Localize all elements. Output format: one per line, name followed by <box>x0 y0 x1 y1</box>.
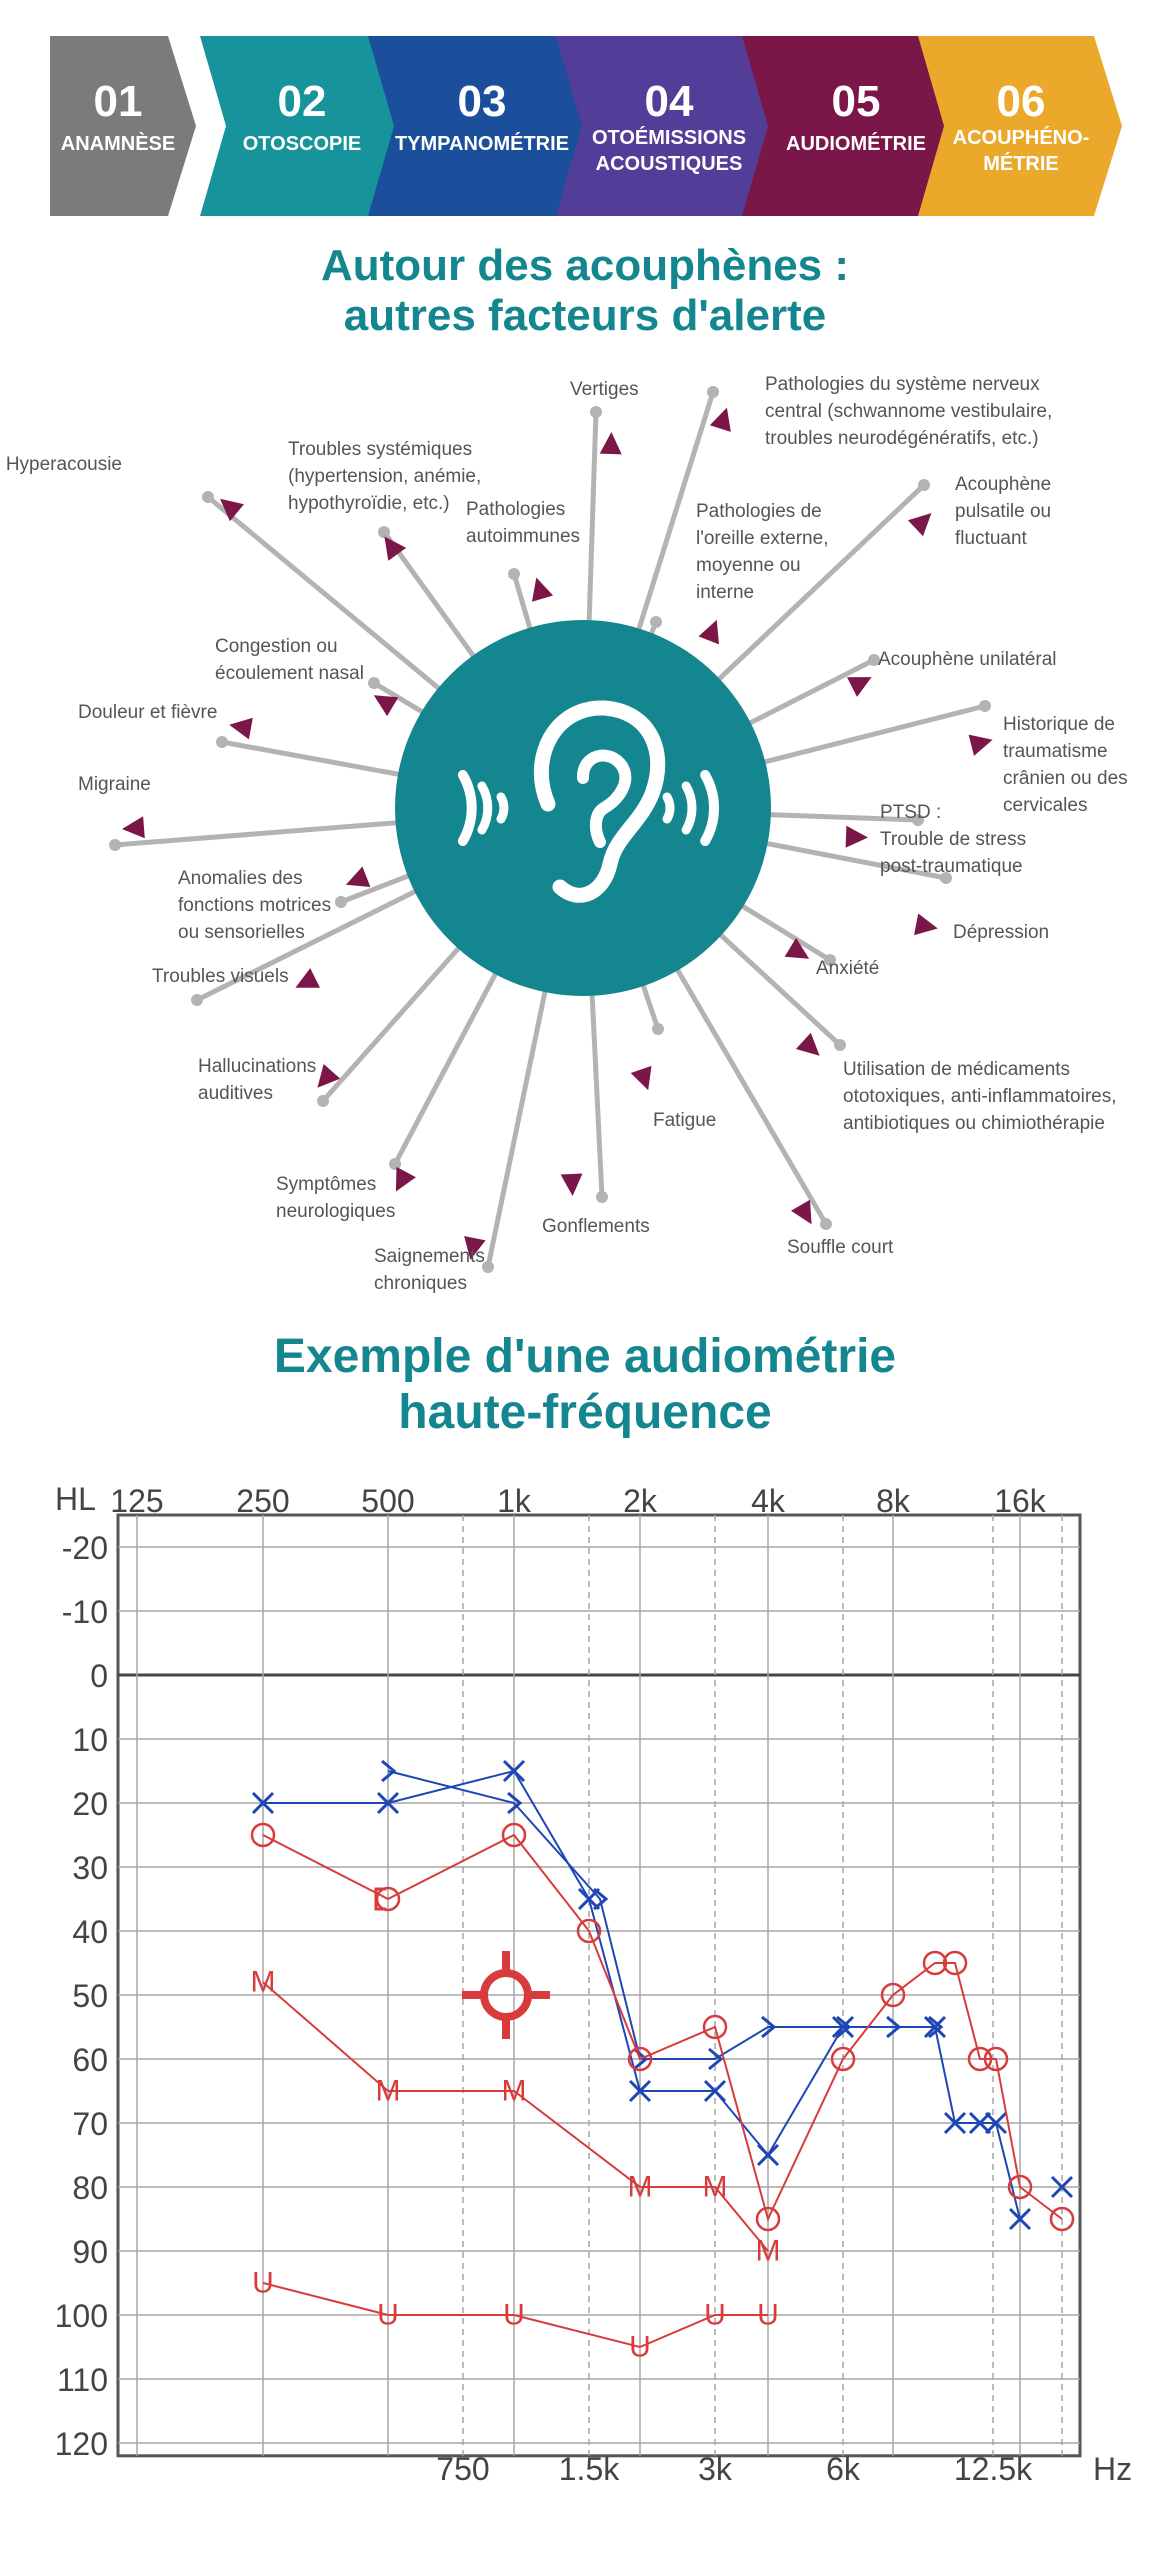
factor-label-line: neurologiques <box>276 1201 396 1222</box>
mcl-point: M <box>375 2074 401 2108</box>
factor-label-line: Utilisation de médicaments <box>843 1059 1071 1080</box>
y-tick-label: 60 <box>72 2042 108 2078</box>
step-2-number: 02 <box>277 77 327 126</box>
factor-label-line: Anxiété <box>816 958 880 979</box>
x-top-tick-label: 250 <box>236 1483 290 1519</box>
factor-label-line: Souffle court <box>787 1237 894 1258</box>
factor-label-line: Acouphène unilatéral <box>878 649 1057 670</box>
step-1-label: ANAMNÈSE <box>60 133 176 155</box>
mcl-point: M <box>627 2170 653 2204</box>
factor-label-line: Trouble de stress <box>880 829 1027 850</box>
factor-label-line: (hypertension, anémie, <box>288 466 482 487</box>
factor-label-line: Pathologies du système nerveux <box>765 374 1040 395</box>
factor-label-line: Saignements <box>374 1246 485 1267</box>
y-tick-label: 30 <box>72 1850 108 1886</box>
x-top-tick-label: 8k <box>876 1483 910 1519</box>
y-tick-label: 120 <box>54 2426 108 2462</box>
factor-label-line: troubles neurodégénératifs, etc.) <box>765 428 1039 449</box>
step-4-label: ACOUSTIQUES <box>595 153 743 175</box>
factor-label-line: Douleur et fièvre <box>78 702 218 723</box>
step-1-number: 01 <box>93 77 143 126</box>
factor-label-line: Pathologies <box>466 499 566 520</box>
factor-label-line: ototoxiques, anti-inflammatoires, <box>843 1086 1117 1107</box>
factor-label-line: écoulement nasal <box>215 663 364 684</box>
step-6-number: 06 <box>996 77 1046 126</box>
y-tick-label: 20 <box>72 1786 108 1822</box>
factor-label-line: Troubles systémiques <box>288 439 473 460</box>
factor-label-line: Gonflements <box>542 1216 650 1237</box>
section2-title-line2: haute-fréquence <box>398 1386 772 1439</box>
x-top-tick-label: 16k <box>994 1483 1046 1519</box>
factor-label-line: Pathologies de <box>696 501 822 522</box>
y-tick-label: 110 <box>56 2362 108 2398</box>
factor-label-line: central (schwannome vestibulaire, <box>765 401 1053 422</box>
step-2-label: OTOSCOPIE <box>242 133 362 155</box>
factor-label-line: Congestion ou <box>215 636 338 657</box>
factor-label-line: hypothyroïdie, etc.) <box>288 493 450 514</box>
y-tick-label: 80 <box>72 2170 108 2206</box>
mcl-point: M <box>501 2074 527 2108</box>
x-top-tick-label: 2k <box>623 1483 657 1519</box>
factor-label-line: PTSD : <box>880 802 942 823</box>
x-top-tick-label: 500 <box>361 1483 415 1519</box>
factor-label-line: fluctuant <box>955 528 1027 549</box>
y-tick-label: 10 <box>72 1722 108 1758</box>
section1-title-line1: Autour des acouphènes : <box>320 241 850 290</box>
step-4-label: OTOÉMISSIONS <box>591 127 747 149</box>
step-3-label: TYMPANOMÉTRIE <box>394 133 570 155</box>
x-bottom-tick-label: 1.5k <box>558 2451 620 2487</box>
factor-label-line: cervicales <box>1003 795 1088 816</box>
section1-title-line2: autres facteurs d'alerte <box>343 291 827 340</box>
y-tick-label: 100 <box>54 2298 108 2334</box>
factor-label-line: pulsatile ou <box>955 501 1052 522</box>
y-tick-label: -10 <box>61 1594 108 1630</box>
ucl-point: U <box>503 2298 525 2332</box>
x-bottom-tick-label: 3k <box>698 2451 732 2487</box>
factor-label-line: Historique de <box>1003 714 1115 735</box>
factor-label-line: chroniques <box>374 1273 467 1294</box>
x-axis-label: Hz <box>1093 2451 1133 2487</box>
step-4-number: 04 <box>644 77 694 126</box>
factor-label-line: antibiotiques ou chimiothérapie <box>843 1113 1105 1134</box>
factor-label-line: ou sensorielles <box>178 922 305 943</box>
factor-label-line: Dépression <box>953 922 1050 943</box>
y-tick-label: 70 <box>72 2106 108 2142</box>
factor-label-line: Symptômes <box>276 1174 377 1195</box>
ucl-point: U <box>252 2266 274 2300</box>
factor-label-line: l'oreille externe, <box>696 528 829 549</box>
mcl-point: M <box>702 2170 728 2204</box>
factor-label-line: interne <box>696 582 755 603</box>
x-top-tick-label: 1k <box>497 1483 531 1519</box>
y-tick-label: 90 <box>72 2234 108 2270</box>
factor-label-line: auditives <box>198 1083 273 1104</box>
factor-label-line: crânien ou des <box>1003 768 1128 789</box>
step-6-label: ACOUPHÉNO- <box>952 127 1090 149</box>
section2-title-line1: Exemple d'une audiométrie <box>273 1330 897 1383</box>
factor-label-line: Hyperacousie <box>5 454 122 475</box>
x-bottom-tick-label: 6k <box>826 2451 860 2487</box>
x-top-tick-label: 4k <box>751 1483 785 1519</box>
y-tick-label: 50 <box>72 1978 108 2014</box>
ucl-point: U <box>704 2298 726 2332</box>
x-top-tick-label: 125 <box>110 1483 164 1519</box>
step-5-number: 05 <box>831 77 881 126</box>
factor-label-line: autoimmunes <box>466 526 581 547</box>
step-6-label: MÉTRIE <box>983 153 1059 175</box>
factor-label-line: post-traumatique <box>880 856 1023 877</box>
step-5-label: AUDIOMÉTRIE <box>786 133 926 155</box>
factor-label-line: Acouphène <box>955 474 1052 495</box>
factor-label-line: Troubles visuels <box>152 966 289 987</box>
y-tick-label: 0 <box>90 1658 108 1694</box>
y-tick-label: 40 <box>72 1914 108 1950</box>
factor-label-line: Hallucinations <box>198 1056 317 1077</box>
factor-label-line: Vertiges <box>570 379 639 400</box>
step-3-number: 03 <box>457 77 507 126</box>
ucl-point: U <box>629 2330 651 2364</box>
factor-label-line: Migraine <box>78 774 151 795</box>
ucl-point: U <box>757 2298 779 2332</box>
factor-label-line: Fatigue <box>653 1110 717 1131</box>
x-bottom-tick-label: 750 <box>436 2451 490 2487</box>
y-axis-label: HL <box>55 1481 96 1517</box>
ucl-point: U <box>377 2298 399 2332</box>
factor-label-line: Anomalies des <box>178 868 303 889</box>
factor-label-line: moyenne ou <box>696 555 801 576</box>
x-bottom-tick-label: 12.5k <box>953 2451 1033 2487</box>
mcl-point: M <box>250 1965 276 1999</box>
factor-label-line: traumatisme <box>1003 741 1108 762</box>
factor-label-line: fonctions motrices <box>178 895 332 916</box>
y-tick-label: -20 <box>61 1530 108 1566</box>
mcl-point: M <box>755 2234 781 2268</box>
